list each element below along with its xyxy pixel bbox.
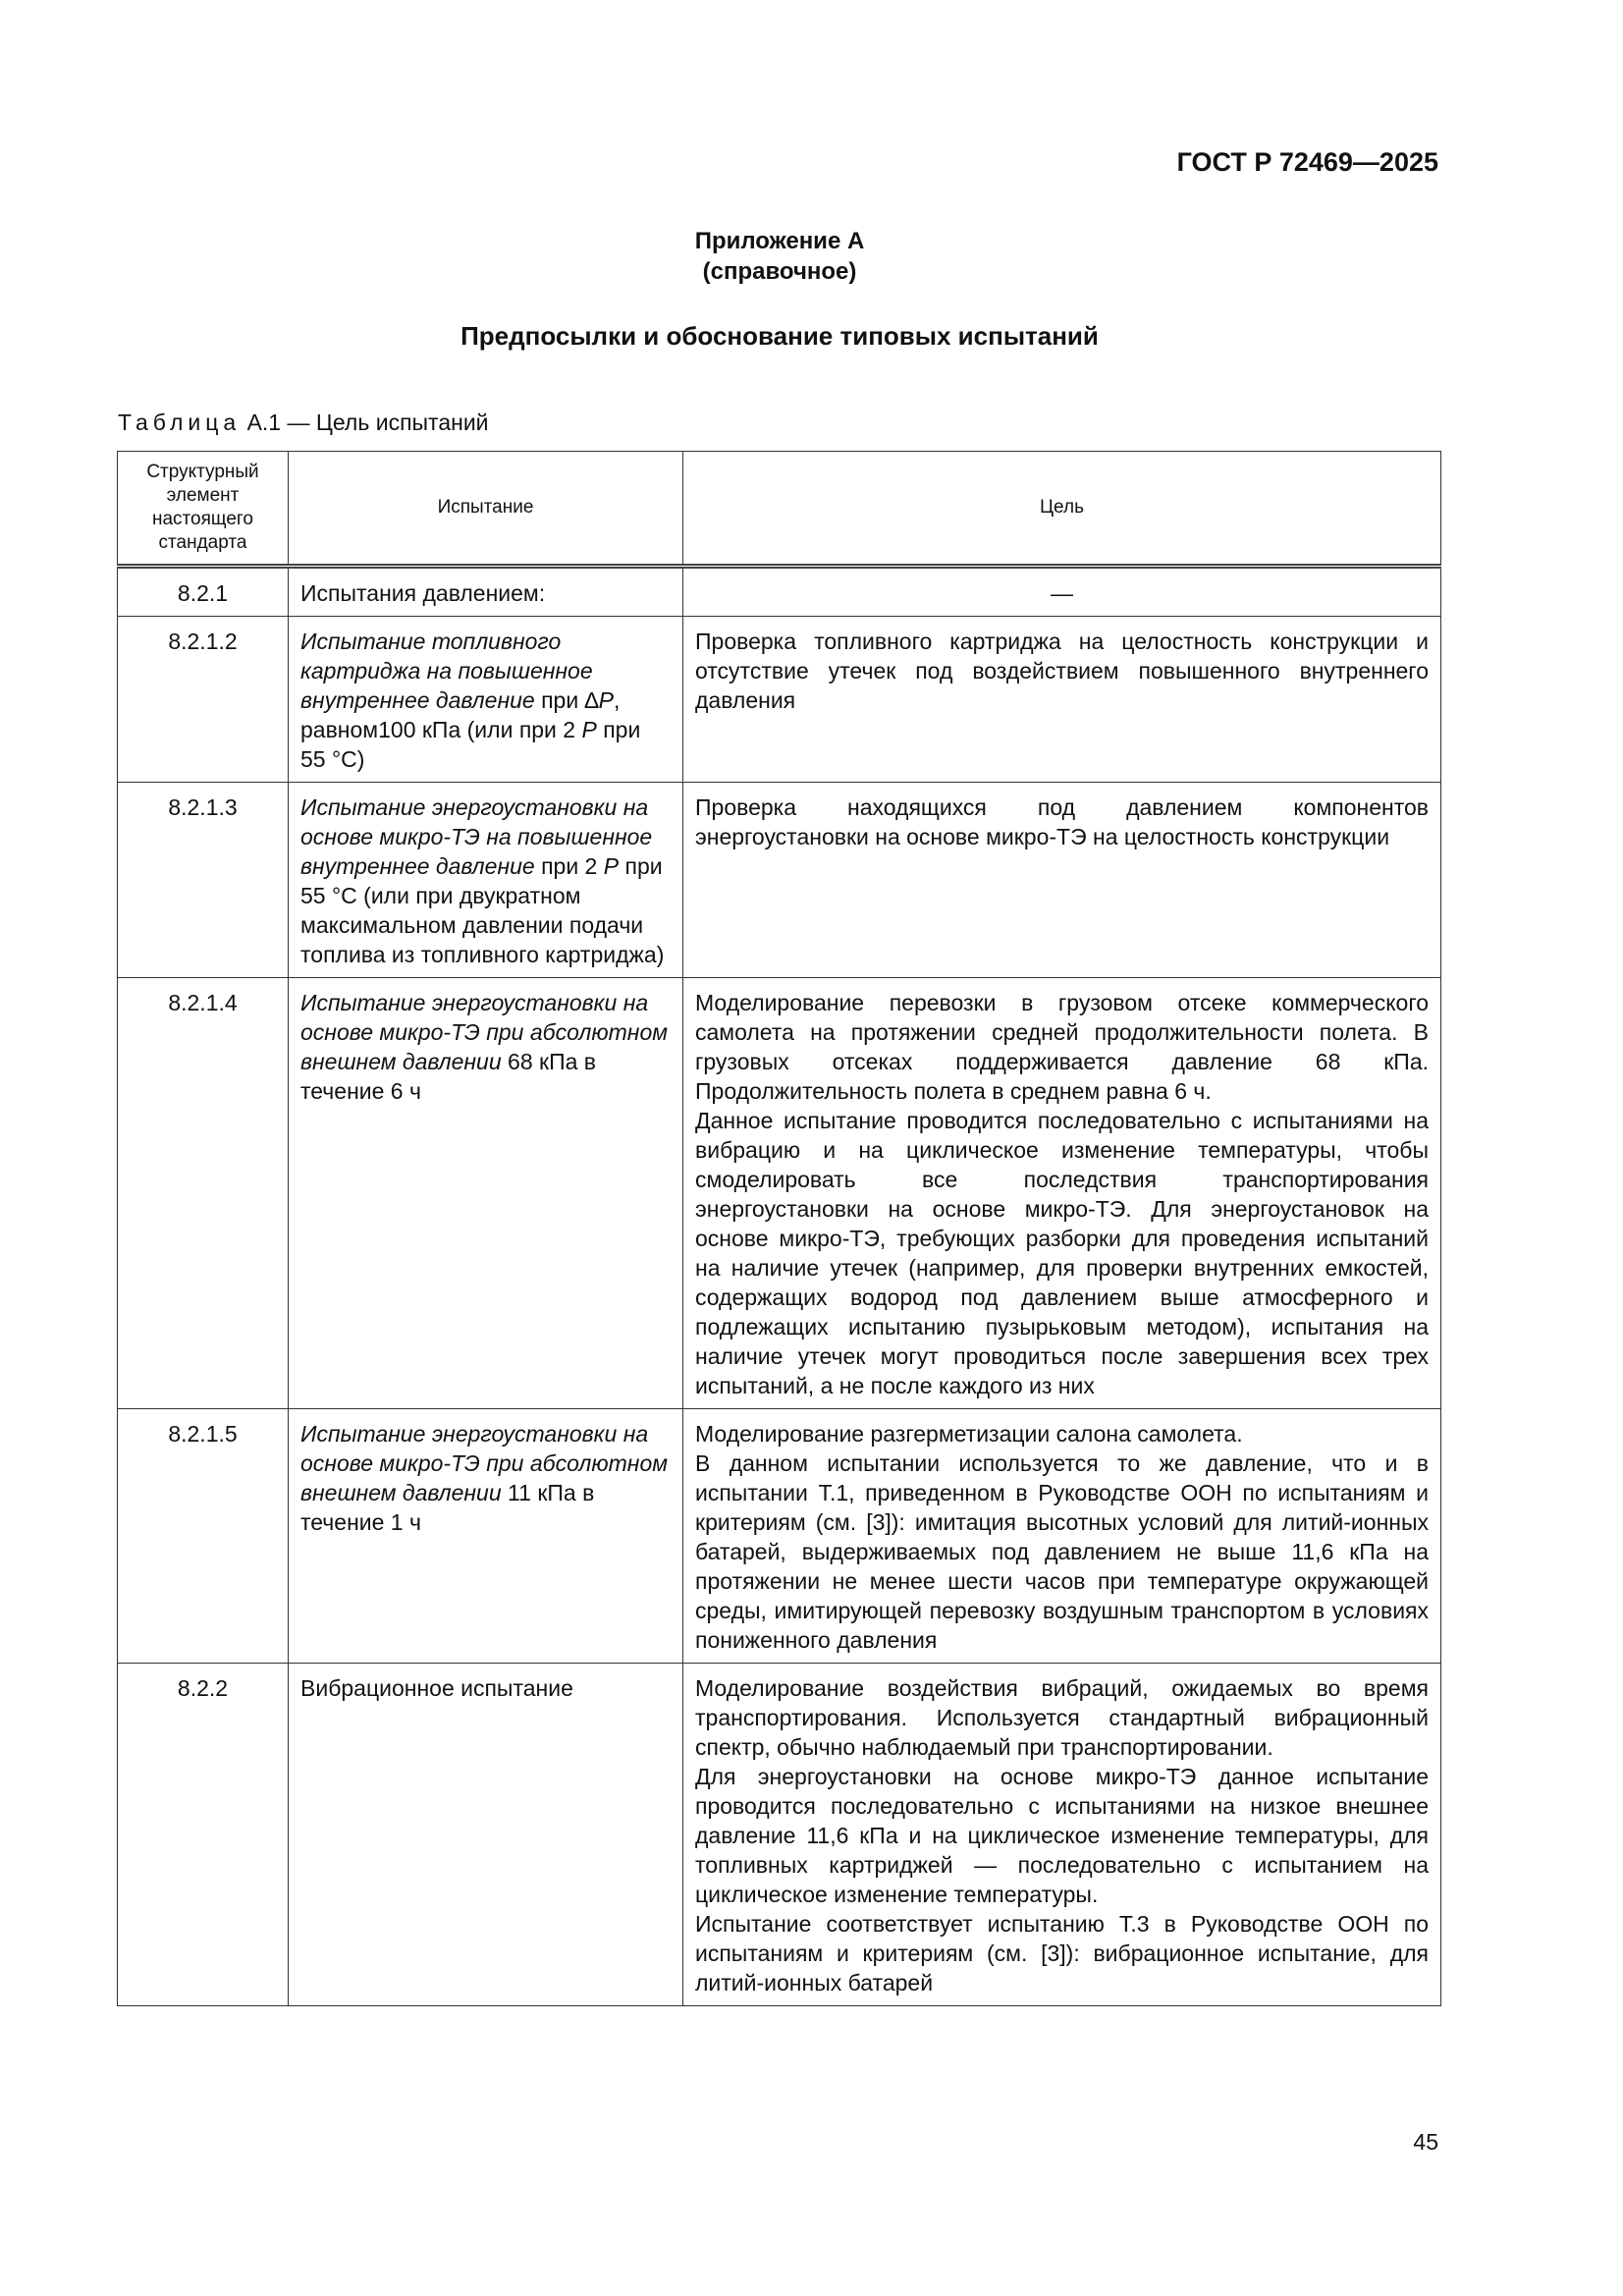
table-row [118,783,1441,978]
appendix-heading [0,226,1559,287]
test-text-segment: P [598,687,614,713]
test-text-segment: при 55 °C) [300,717,641,772]
table-caption-text: А.1 — Цель испытаний [246,410,489,435]
table-body [118,567,1441,2006]
goal-paragraph: Моделирование разгерметизации салона самолета. [695,1421,1243,1447]
goal-paragraph: Проверка находящихся под давлением компонентов энергоустановки на основе микро-ТЭ на целостность конструкции [695,794,1429,849]
goal-paragraph: Данное испытание проводится последовательно с испытаниями на вибрацию и на циклическое изменение температуры, чтобы смоделировать все последствия транспортирования энергоустановки на основе микро-ТЭ. Для энергоустановок на основе микро-ТЭ, требующих разборки для проведения испытаний на наличие утечек (например, для проверки внутренних емкостей, содержащих водород под давлением выше атмосферного и подлежащих испытанию пузырьковым методом), испытания на наличие утечек могут проводиться после завершения всех трех испытаний, а не после каждого из них [695,1108,1429,1398]
test-text-segment: Испытание энергоустановки на основе микро-ТЭ при абсолютном внешнем давлении [300,990,669,1074]
table-row [118,1409,1441,1664]
test-text-segment: , равном100 кПа (или при 2 [300,687,621,742]
page-number: 45 [1413,2129,1438,2155]
goal-paragraph: Испытание соответствует испытанию Т.3 в Руководстве ООН по испытаниям и критериям (см. [3]): вибрационное испытание, для литий-ионных батарей [695,1911,1429,1995]
goal-paragraph: Моделирование воздействия вибраций, ожидаемых во время транспортирования. Используется стандартный вибрационный спектр, обычно наблюдаемый при транспортировании. [695,1675,1429,1760]
test-text-segment: при 55 °C (или при двукратном максимальном давлении подачи топлива из топливного картриджа) [300,853,665,967]
cell-goal [683,617,1441,783]
goal-paragraph: В данном испытании используется то же давление, что и в испытании Т.1, приведенном в Руководстве ООН по испытаниям и критериям (см. [3]): имитация высотных условий для литий-ионных батарей, выдерживаемых под давлением не выше 11,6 кПа на протяжении не менее шести часов при температуре окружающей среды, имитирующей перевозку воздушным транспортом в условиях пониженного давления [695,1450,1429,1653]
cell-test [289,978,683,1409]
test-text-segment: Испытания давлением: [300,580,546,606]
test-text-segment: Вибрационное испытание [300,1675,573,1701]
cell-structural-element: 8.2.1.5 [118,1409,289,1664]
cell-structural-element: 8.2.1.4 [118,978,289,1409]
header-structural-element: Структурный элемент настоящего стандарта [118,452,289,567]
cell-test [289,567,683,617]
cell-structural-element: 8.2.1 [118,567,289,617]
table-header-row [118,452,1441,567]
test-text-segment: P [603,853,620,879]
test-text-segment: Испытание топливного картриджа на повышенное внутреннее давление [300,629,593,713]
table-row [118,617,1441,783]
cell-goal [683,1409,1441,1664]
table-row [118,567,1441,617]
goal-paragraph: Моделирование перевозки в грузовом отсеке коммерческого самолета на протяжении средней продолжительности полета. В грузовых отсеках поддерживается давление 68 кПа. Продолжительность полета в среднем равна 6 ч. [695,990,1429,1104]
test-text-segment: Испытание энергоустановки на основе микро-ТЭ при абсолютном внешнем давлении [300,1421,669,1505]
table-caption [118,410,489,436]
cell-test [289,617,683,783]
test-text-segment: P [581,717,597,742]
cell-goal [683,783,1441,978]
cell-structural-element: 8.2.2 [118,1664,289,2006]
cell-goal [683,1664,1441,2006]
goal-paragraph: — [1051,580,1073,606]
table-caption-prefix: Таблица [118,410,242,435]
appendix-subtitle: (справочное) [702,258,857,285]
goal-paragraph: Проверка топливного картриджа на целостность конструкции и отсутствие утечек под воздействием повышенного внутреннего давления [695,629,1429,713]
document-code: ГОСТ Р 72469—2025 [1176,147,1438,177]
test-text-segment: 68 кПа в течение 6 ч [300,1049,597,1104]
cell-goal [683,567,1441,617]
cell-test [289,1409,683,1664]
section-title: Предпосылки и обоснование типовых испытаний [460,321,1099,351]
cell-structural-element: 8.2.1.3 [118,783,289,978]
cell-test [289,1664,683,2006]
cell-test [289,783,683,978]
header-goal: Цель [683,452,1441,567]
table-row [118,978,1441,1409]
purpose-table [117,451,1441,2006]
header-test: Испытание [289,452,683,567]
test-text-segment: при ∆ [534,687,599,713]
test-text-segment: при 2 [534,853,604,879]
appendix-title: Приложение А [694,228,865,254]
test-text-segment: 11 кПа в течение 1 ч [300,1480,595,1535]
table-row [118,1664,1441,2006]
cell-structural-element: 8.2.1.2 [118,617,289,783]
cell-goal [683,978,1441,1409]
goal-paragraph: Для энергоустановки на основе микро-ТЭ данное испытание проводится последовательно с испытаниями на низкое внешнее давление 11,6 кПа и на циклическое изменение температуры, для топливных картриджей — последовательно с испытанием на циклическое изменение температуры. [695,1764,1429,1907]
test-text-segment: Испытание энергоустановки на основе микро-ТЭ на повышенное внутреннее давление [300,794,653,879]
